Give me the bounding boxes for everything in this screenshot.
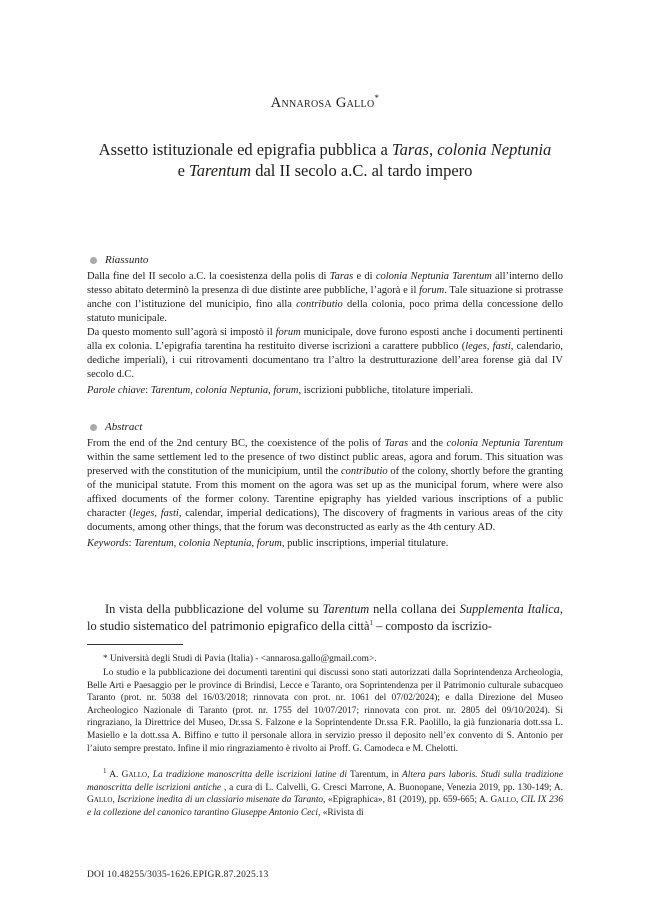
abstract-paragraph: From the end of the 2nd century BC, the coexistence of the polis of Taras and the colonia Neptunia Tarentum within the same settlement led to the presence of two distinct public areas, agora and forum. This situation was preserved with the constitution of the municipium, until the contributio of the colony, shortly before the granting of the municipal statute. From this moment on the agora was set up as the municipal forum, where were also affixed documents of the former colony. Tarentine epigraphy has yielded various inscriptions of a public character (leges, fasti, calendar, imperial dedications), The discovery of fragments in various areas of the city documents, among other things, that the forum was deconstructed as early as the 4th century AD.	[87, 438, 563, 533]
riassunto-keywords: Parole chiave: Tarentum, colonia Neptunia, forum, iscrizioni pubbliche, titolature imperiali.	[87, 385, 474, 396]
author-name: Annarosa Gallo*	[270, 93, 380, 111]
footnote-acknowledgements: Lo studio e la pubblicazione dei documenti tarentini qui discussi sono stati autorizzati dalla Soprintendenza Archeologia, Belle Arti e Paesaggio per le province di Brindisi, Lecce e Taranto, ora Soprintendenza per il Patrimonio culturale subacqueo Taranto (prot. nr. 5038 del 16/03/2018; rinnovata con prot. nr. 1061 del 07/02/2024); e dalla Direzione del Museo Archeologico Nazionale di Taranto (prot. nr. 1755 del 10/07/2017; rinnovata con prot. nr. 2805 del 09/10/2024). Si ringraziano, la Direttrice del Museo, Dr.ssa S. Falzone e la Soprintendente Dr.ssa F.R. Paolillo, la già funzionaria dott.ssa L. Masiello e la dott.ssa A. Biffino e tutto il personale allora in servizio presso il deposito nell’ex convento di S. Antonio per l’aiuto sempre prestato. Infine il mio ringraziamento è rivolto ai Proff. G. Camodeca e M. Chelotti.	[87, 668, 563, 754]
riassunto-paragraph-2: Da questo momento sull’agorà si impostò il forum municipale, dove furono esposti anche i documenti pertinenti alla ex colonia. L’epigrafia tarentina ha restituito diverse iscrizioni a carattere pubblico (leges, fasti, calendario, dediche imperiali), i cui ritrovamenti documentano tra l’altro la destrutturazione dell’area forense già dal IV secolo d.C.	[87, 327, 564, 380]
riassunto-heading: Riassunto	[87, 253, 563, 267]
bullet-icon	[90, 257, 97, 264]
footnote-divider	[87, 644, 183, 645]
footnote-affiliation: * Università degli Studi di Pavia (Italia) - <annarosa.gallo@gmail.com>.	[103, 654, 377, 664]
riassunto-paragraph-1: Dalla fine del II secolo a.C. la coesistenza della polis di Taras e di colonia Neptunia Tarentum all’interno dello stesso abitato determinò la presenza di due distinte aree pubbliche, l’agorà e il forum. Tale situazione si protrasse anche con l’istituzione del municipio, fino alla contributio della colonia, poco prima della concessione dello statuto municipale.	[87, 271, 564, 324]
main-text: In vista della pubblicazione del volume su Tarentum nella collana dei Supplementa Italica, lo studio sistematico del patrimonio epigrafico della città$^1$ – composto da iscrizio-	[87, 602, 563, 633]
riassunto-section	[87, 253, 563, 398]
abstract-keywords: Keywords: Tarentum, colonia Neptunia, forum, public inscriptions, imperial titulature.	[87, 538, 449, 549]
abstract-section	[87, 420, 563, 551]
bullet-icon	[90, 424, 97, 431]
footnote-1: $^1$ A. Gallo, La tradizione manoscritta delle iscrizioni latine di Tarentum, in Altera pars laboris. Studi sulla tradizione manoscritta delle iscrizioni antiche , a cura di L. Calvelli, G. Cresci Marrone, A. Buonopane, Venezia 2019, pp. 130-149; A. Gallo, Iscrizione inedita di un classiario misenate da Taranto, «Epigraphica», 81 (2019), pp. 659-665; A. Gallo, CIL IX 236 e la collezione del canonico tarantino Giuseppe Antonio Ceci, «Rivista di	[87, 766, 564, 818]
doi-line: DOI 10.48255/3035-1626.EPIGR.87.2025.13	[87, 870, 269, 880]
abstract-heading: Abstract	[87, 420, 563, 434]
article-title: Assetto istituzionale ed epigrafia pubblica a Taras, colonia Neptunia e Tarentum dal II secolo a.C. al tardo impero	[98, 140, 552, 180]
